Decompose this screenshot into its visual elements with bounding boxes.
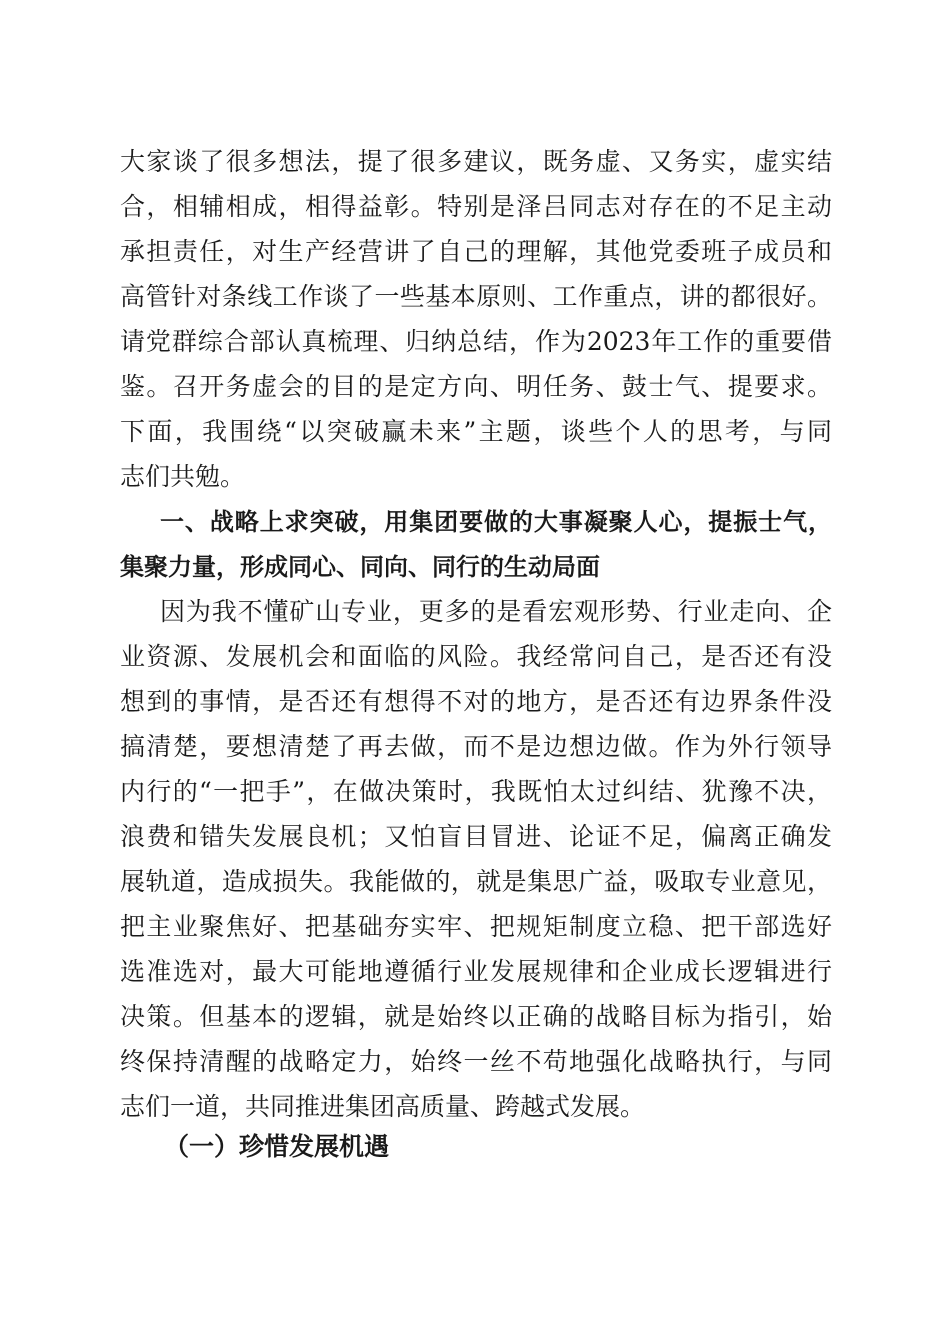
text-line: 浪费和错失发展良机；又怕盲目冒进、论证不足，偏离正确发 — [120, 822, 832, 851]
text-line: 大家谈了很多想法，提了很多建议，既务虚、又务实，虚实结 — [120, 147, 832, 176]
text-line: 选准选对，最大可能地遵循行业发展规律和企业成长逻辑进行 — [120, 957, 832, 986]
text-line: 业资源、发展机会和面临的风险。我经常问自己，是否还有没 — [120, 642, 832, 671]
text-line: 内行的“一把手”，在做决策时，我既怕太过纠结、犹豫不决， — [120, 777, 832, 806]
text-line: 搞清楚，要想清楚了再去做，而不是边想边做。作为外行领导 — [120, 732, 832, 761]
text-line: 志们一道，共同推进集团高质量、跨越式发展。 — [120, 1092, 646, 1121]
text-line: 展轨道，造成损失。我能做的，就是集思广益，吸取专业意见， — [120, 867, 832, 896]
heading-line: 一、战略上求突破，用集团要做的大事凝聚人心，提振士气， — [160, 508, 832, 536]
text-line: 决策。但基本的逻辑，就是始终以正确的战略目标为指引，始 — [120, 1002, 832, 1031]
text-line: 下面，我围绕“以突破赢未来”主题，谈些个人的思考，与同 — [120, 417, 832, 446]
text-line: 鉴。召开务虚会的目的是定方向、明任务、鼓士气、提要求。 — [120, 372, 832, 401]
text-line: 终保持清醒的战略定力，始终一丝不苟地强化战略执行，与同 — [120, 1047, 832, 1076]
text-line: 把主业聚焦好、把基础夯实牢、把规矩制度立稳、把干部选好 — [120, 912, 832, 941]
heading-line: 集聚力量，形成同心、同向、同行的生动局面 — [120, 553, 600, 581]
text-line: 因为我不懂矿山专业，更多的是看宏观形势、行业走向、企 — [160, 597, 832, 626]
text-line: 承担责任，对生产经营讲了自己的理解，其他党委班子成员和 — [120, 237, 832, 266]
subheading-line: （一）珍惜发展机遇 — [164, 1132, 390, 1161]
text-line: 高管针对条线工作谈了一些基本原则、工作重点，讲的都很好。 — [120, 282, 832, 311]
text-line: 合，相辅相成，相得益彰。特别是泽吕同志对存在的不足主动 — [120, 192, 832, 221]
text-line: 志们共勉。 — [120, 462, 246, 491]
text-line: 请党群综合部认真梳理、归纳总结，作为2023年工作的重要借 — [120, 327, 832, 356]
text-line: 想到的事情，是否还有想得不对的地方，是否还有边界条件没 — [120, 687, 832, 716]
